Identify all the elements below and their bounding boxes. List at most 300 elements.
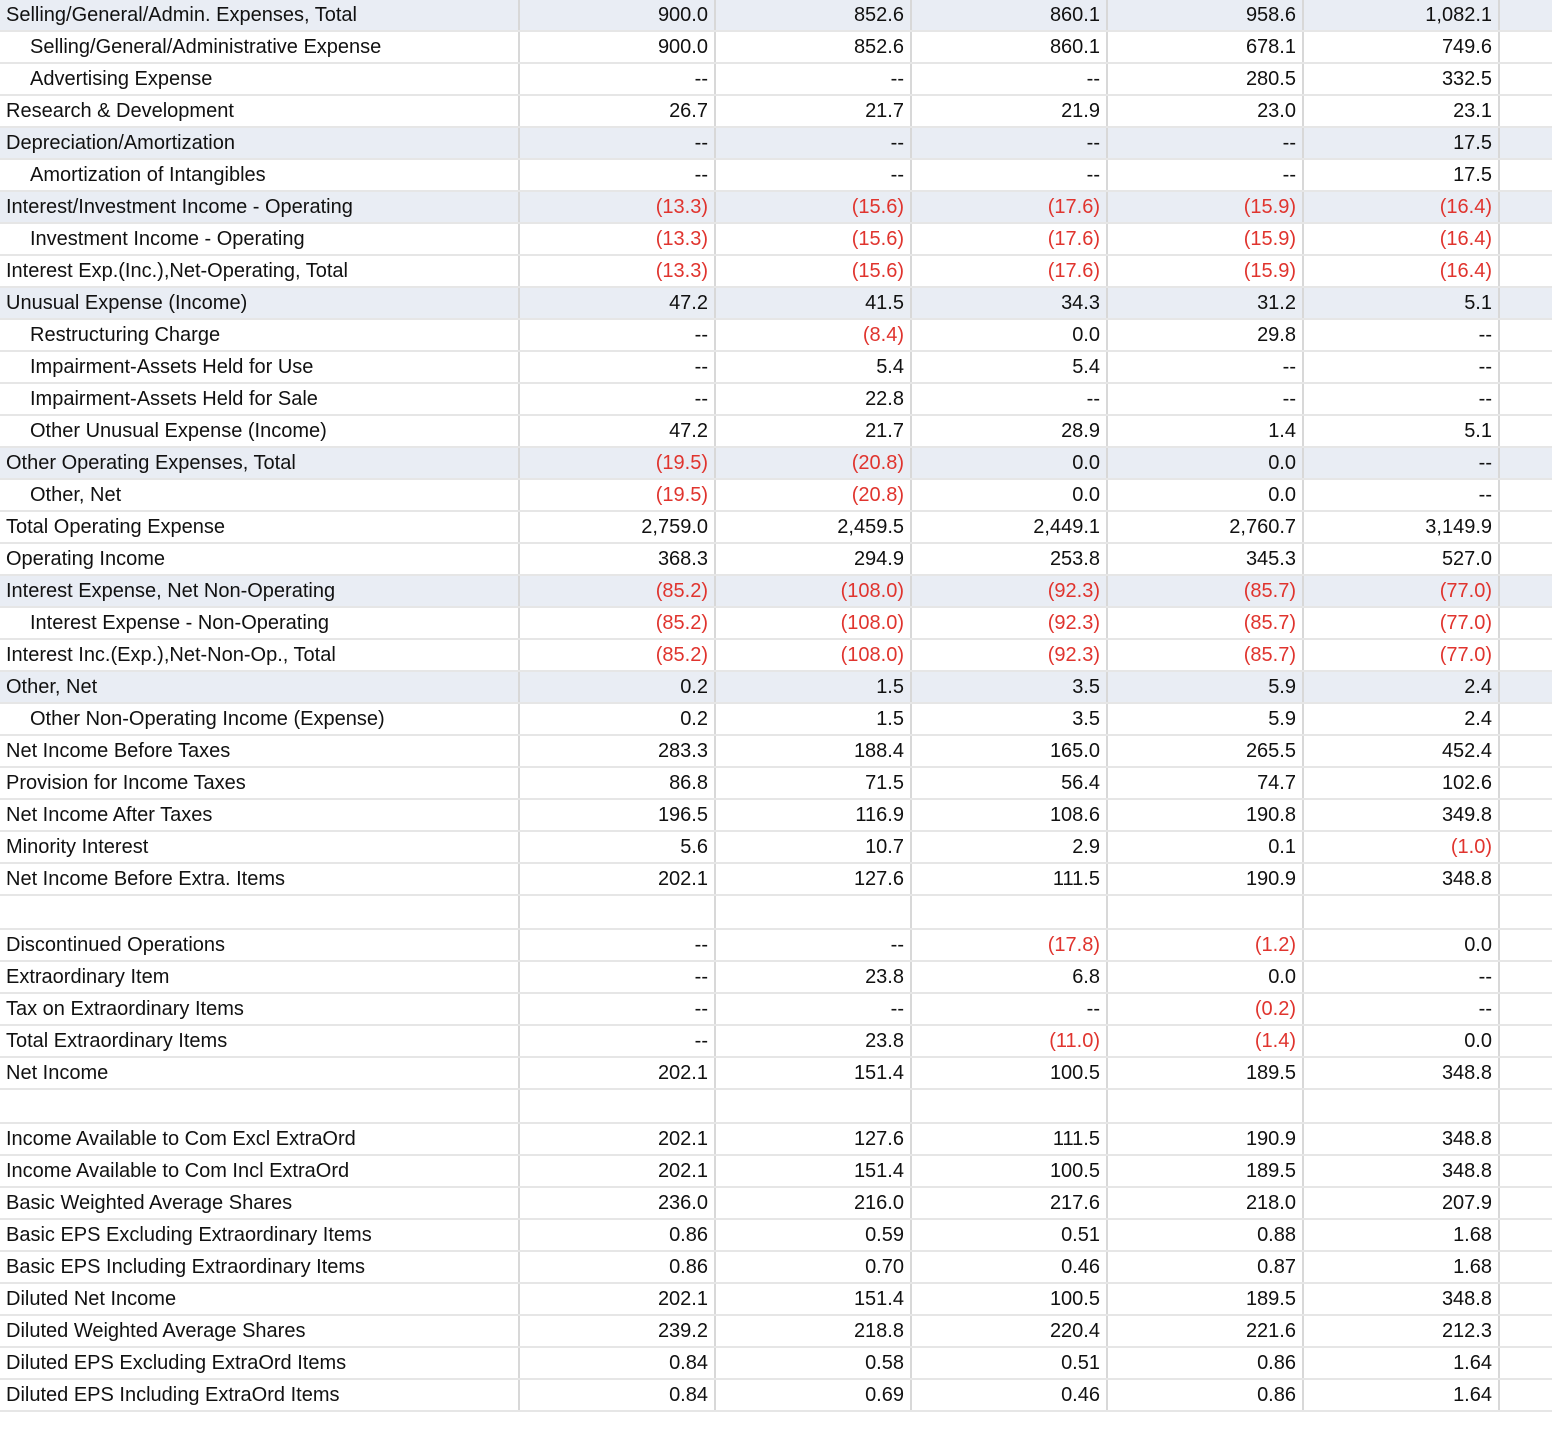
value-cell[interactable]: 0.46 (912, 1380, 1108, 1410)
value-cell[interactable]: -- (1108, 160, 1304, 190)
value-cell[interactable]: (17.6) (912, 224, 1108, 254)
value-cell[interactable]: 527.0 (1304, 544, 1500, 574)
row-label[interactable]: Amortization of Intangibles (0, 160, 520, 190)
value-cell[interactable]: (1.0) (1304, 832, 1500, 862)
empty-cell[interactable] (1500, 224, 1548, 254)
value-cell[interactable]: (13.3) (520, 192, 716, 222)
row-label[interactable]: Operating Income (0, 544, 520, 574)
value-cell[interactable]: 23.8 (716, 962, 912, 992)
value-cell[interactable]: 0.69 (716, 1380, 912, 1410)
value-cell[interactable] (912, 1090, 1108, 1122)
empty-cell[interactable] (1500, 576, 1548, 606)
value-cell[interactable]: 0.86 (1108, 1348, 1304, 1378)
value-cell[interactable]: (85.2) (520, 576, 716, 606)
value-cell[interactable]: (15.6) (716, 192, 912, 222)
value-cell[interactable]: 265.5 (1108, 736, 1304, 766)
row-label[interactable]: Restructuring Charge (0, 320, 520, 350)
empty-cell[interactable] (1500, 608, 1548, 638)
row-label[interactable]: Other Unusual Expense (Income) (0, 416, 520, 446)
value-cell[interactable]: 108.6 (912, 800, 1108, 830)
value-cell[interactable]: 86.8 (520, 768, 716, 798)
value-cell[interactable]: -- (716, 930, 912, 960)
value-cell[interactable]: 22.8 (716, 384, 912, 414)
value-cell[interactable]: (85.7) (1108, 640, 1304, 670)
empty-cell[interactable] (1500, 416, 1548, 446)
value-cell[interactable]: 860.1 (912, 32, 1108, 62)
value-cell[interactable] (1108, 1090, 1304, 1122)
row-label[interactable]: Extraordinary Item (0, 962, 520, 992)
value-cell[interactable]: 47.2 (520, 416, 716, 446)
row-label[interactable]: Diluted Weighted Average Shares (0, 1316, 520, 1346)
value-cell[interactable]: (1.2) (1108, 930, 1304, 960)
value-cell[interactable]: 0.0 (1108, 480, 1304, 510)
value-cell[interactable]: (19.5) (520, 448, 716, 478)
value-cell[interactable]: 280.5 (1108, 64, 1304, 94)
empty-cell[interactable] (1500, 736, 1548, 766)
value-cell[interactable]: 47.2 (520, 288, 716, 318)
value-cell[interactable]: -- (912, 128, 1108, 158)
row-label[interactable]: Depreciation/Amortization (0, 128, 520, 158)
empty-cell[interactable] (1500, 1188, 1548, 1218)
row-label[interactable]: Income Available to Com Incl ExtraOrd (0, 1156, 520, 1186)
value-cell[interactable]: 5.9 (1108, 672, 1304, 702)
value-cell[interactable]: -- (520, 962, 716, 992)
value-cell[interactable]: 2,759.0 (520, 512, 716, 542)
value-cell[interactable]: 218.0 (1108, 1188, 1304, 1218)
empty-cell[interactable] (1500, 288, 1548, 318)
empty-cell[interactable] (1500, 192, 1548, 222)
value-cell[interactable]: 100.5 (912, 1156, 1108, 1186)
row-label[interactable]: Basic EPS Excluding Extraordinary Items (0, 1220, 520, 1250)
row-label[interactable]: Research & Development (0, 96, 520, 126)
value-cell[interactable]: 23.0 (1108, 96, 1304, 126)
value-cell[interactable]: 348.8 (1304, 1284, 1500, 1314)
value-cell[interactable]: (108.0) (716, 576, 912, 606)
value-cell[interactable]: (17.6) (912, 256, 1108, 286)
value-cell[interactable]: 348.8 (1304, 1058, 1500, 1088)
value-cell[interactable]: 21.9 (912, 96, 1108, 126)
value-cell[interactable]: 860.1 (912, 0, 1108, 30)
value-cell[interactable]: 5.1 (1304, 416, 1500, 446)
value-cell[interactable]: 1.5 (716, 704, 912, 734)
value-cell[interactable]: 0.59 (716, 1220, 912, 1250)
value-cell[interactable]: -- (1304, 384, 1500, 414)
value-cell[interactable]: 678.1 (1108, 32, 1304, 62)
value-cell[interactable]: -- (1108, 128, 1304, 158)
value-cell[interactable]: 196.5 (520, 800, 716, 830)
empty-cell[interactable] (1500, 32, 1548, 62)
value-cell[interactable]: 2,449.1 (912, 512, 1108, 542)
empty-cell[interactable] (1500, 544, 1548, 574)
row-label[interactable]: Advertising Expense (0, 64, 520, 94)
value-cell[interactable]: (85.7) (1108, 576, 1304, 606)
row-label[interactable]: Total Extraordinary Items (0, 1026, 520, 1056)
value-cell[interactable]: -- (520, 128, 716, 158)
value-cell[interactable]: 5.4 (912, 352, 1108, 382)
empty-cell[interactable] (1500, 160, 1548, 190)
value-cell[interactable]: -- (520, 352, 716, 382)
value-cell[interactable]: 2,459.5 (716, 512, 912, 542)
value-cell[interactable]: (13.3) (520, 224, 716, 254)
value-cell[interactable]: (77.0) (1304, 640, 1500, 670)
row-label[interactable]: Unusual Expense (Income) (0, 288, 520, 318)
empty-cell[interactable] (1500, 480, 1548, 510)
value-cell[interactable]: 0.0 (1108, 962, 1304, 992)
value-cell[interactable]: 17.5 (1304, 128, 1500, 158)
empty-cell[interactable] (1500, 640, 1548, 670)
empty-cell[interactable] (1500, 1156, 1548, 1186)
empty-cell[interactable] (1500, 832, 1548, 862)
empty-cell[interactable] (1500, 864, 1548, 894)
value-cell[interactable]: 111.5 (912, 864, 1108, 894)
row-label[interactable]: Diluted EPS Including ExtraOrd Items (0, 1380, 520, 1410)
value-cell[interactable]: 852.6 (716, 32, 912, 62)
value-cell[interactable]: 10.7 (716, 832, 912, 862)
value-cell[interactable]: 0.87 (1108, 1252, 1304, 1282)
row-label[interactable]: Discontinued Operations (0, 930, 520, 960)
value-cell[interactable] (1304, 1090, 1500, 1122)
value-cell[interactable]: 190.9 (1108, 1124, 1304, 1154)
value-cell[interactable]: (1.4) (1108, 1026, 1304, 1056)
value-cell[interactable]: -- (1108, 384, 1304, 414)
value-cell[interactable]: 0.51 (912, 1220, 1108, 1250)
row-label[interactable]: Interest Expense - Non-Operating (0, 608, 520, 638)
value-cell[interactable]: (15.6) (716, 256, 912, 286)
value-cell[interactable]: 0.86 (520, 1252, 716, 1282)
value-cell[interactable]: 31.2 (1108, 288, 1304, 318)
value-cell[interactable]: 5.1 (1304, 288, 1500, 318)
value-cell[interactable]: -- (716, 994, 912, 1024)
value-cell[interactable]: 283.3 (520, 736, 716, 766)
value-cell[interactable]: (0.2) (1108, 994, 1304, 1024)
value-cell[interactable]: -- (1304, 480, 1500, 510)
value-cell[interactable]: 217.6 (912, 1188, 1108, 1218)
value-cell[interactable]: 2.9 (912, 832, 1108, 862)
value-cell[interactable]: (17.6) (912, 192, 1108, 222)
value-cell[interactable]: -- (1304, 994, 1500, 1024)
value-cell[interactable]: 202.1 (520, 1058, 716, 1088)
value-cell[interactable]: 0.0 (912, 448, 1108, 478)
value-cell[interactable]: 190.8 (1108, 800, 1304, 830)
value-cell[interactable]: (77.0) (1304, 608, 1500, 638)
value-cell[interactable]: 348.8 (1304, 1156, 1500, 1186)
value-cell[interactable]: 900.0 (520, 0, 716, 30)
value-cell[interactable]: 0.51 (912, 1348, 1108, 1378)
value-cell[interactable]: 189.5 (1108, 1058, 1304, 1088)
row-label[interactable]: Impairment-Assets Held for Use (0, 352, 520, 382)
value-cell[interactable] (1304, 896, 1500, 928)
value-cell[interactable]: -- (1304, 320, 1500, 350)
value-cell[interactable]: 6.8 (912, 962, 1108, 992)
row-label[interactable]: Other, Net (0, 672, 520, 702)
value-cell[interactable] (520, 896, 716, 928)
value-cell[interactable]: (11.0) (912, 1026, 1108, 1056)
value-cell[interactable]: 5.9 (1108, 704, 1304, 734)
empty-cell[interactable] (1500, 1252, 1548, 1282)
empty-cell[interactable] (1500, 1124, 1548, 1154)
empty-cell[interactable] (1500, 672, 1548, 702)
value-cell[interactable]: 26.7 (520, 96, 716, 126)
value-cell[interactable]: 1,082.1 (1304, 0, 1500, 30)
value-cell[interactable]: -- (912, 994, 1108, 1024)
value-cell[interactable]: (19.5) (520, 480, 716, 510)
value-cell[interactable]: 1.4 (1108, 416, 1304, 446)
value-cell[interactable]: 71.5 (716, 768, 912, 798)
row-label[interactable]: Interest Expense, Net Non-Operating (0, 576, 520, 606)
empty-cell[interactable] (1500, 768, 1548, 798)
value-cell[interactable]: 958.6 (1108, 0, 1304, 30)
value-cell[interactable]: -- (520, 384, 716, 414)
value-cell[interactable]: 1.68 (1304, 1252, 1500, 1282)
value-cell[interactable]: -- (1304, 448, 1500, 478)
value-cell[interactable]: (85.2) (520, 608, 716, 638)
row-label[interactable]: Impairment-Assets Held for Sale (0, 384, 520, 414)
value-cell[interactable]: 21.7 (716, 96, 912, 126)
row-label[interactable]: Basic EPS Including Extraordinary Items (0, 1252, 520, 1282)
empty-cell[interactable] (1500, 320, 1548, 350)
value-cell[interactable]: 0.0 (912, 320, 1108, 350)
value-cell[interactable]: (8.4) (716, 320, 912, 350)
value-cell[interactable]: (108.0) (716, 640, 912, 670)
empty-cell[interactable] (1500, 704, 1548, 734)
value-cell[interactable]: 0.1 (1108, 832, 1304, 862)
value-cell[interactable]: 23.8 (716, 1026, 912, 1056)
value-cell[interactable] (716, 896, 912, 928)
row-label[interactable]: Provision for Income Taxes (0, 768, 520, 798)
value-cell[interactable]: -- (912, 64, 1108, 94)
value-cell[interactable]: (13.3) (520, 256, 716, 286)
empty-cell[interactable] (1500, 1090, 1548, 1122)
value-cell[interactable]: 100.5 (912, 1058, 1108, 1088)
value-cell[interactable]: 188.4 (716, 736, 912, 766)
value-cell[interactable]: -- (520, 320, 716, 350)
value-cell[interactable]: 0.86 (520, 1220, 716, 1250)
value-cell[interactable]: (92.3) (912, 576, 1108, 606)
empty-cell[interactable] (1500, 256, 1548, 286)
value-cell[interactable]: 0.70 (716, 1252, 912, 1282)
value-cell[interactable]: 189.5 (1108, 1156, 1304, 1186)
row-label[interactable]: Interest Exp.(Inc.),Net-Operating, Total (0, 256, 520, 286)
value-cell[interactable]: -- (716, 64, 912, 94)
value-cell[interactable]: 368.3 (520, 544, 716, 574)
value-cell[interactable]: (85.7) (1108, 608, 1304, 638)
value-cell[interactable]: 207.9 (1304, 1188, 1500, 1218)
row-label[interactable]: Selling/General/Administrative Expense (0, 32, 520, 62)
value-cell[interactable]: 348.8 (1304, 864, 1500, 894)
row-label[interactable]: Net Income Before Taxes (0, 736, 520, 766)
value-cell[interactable]: 0.86 (1108, 1380, 1304, 1410)
value-cell[interactable]: 236.0 (520, 1188, 716, 1218)
value-cell[interactable]: 332.5 (1304, 64, 1500, 94)
value-cell[interactable]: -- (520, 930, 716, 960)
row-label[interactable]: Tax on Extraordinary Items (0, 994, 520, 1024)
value-cell[interactable]: 0.2 (520, 672, 716, 702)
row-label[interactable]: Selling/General/Admin. Expenses, Total (0, 0, 520, 30)
value-cell[interactable]: 102.6 (1304, 768, 1500, 798)
value-cell[interactable]: (108.0) (716, 608, 912, 638)
value-cell[interactable]: -- (520, 1026, 716, 1056)
value-cell[interactable]: 3.5 (912, 672, 1108, 702)
value-cell[interactable]: 202.1 (520, 1124, 716, 1154)
empty-cell[interactable] (1500, 930, 1548, 960)
value-cell[interactable] (716, 1090, 912, 1122)
value-cell[interactable]: (85.2) (520, 640, 716, 670)
empty-cell[interactable] (1500, 1348, 1548, 1378)
value-cell[interactable]: 0.0 (1108, 448, 1304, 478)
value-cell[interactable]: (16.4) (1304, 224, 1500, 254)
row-label[interactable]: Net Income Before Extra. Items (0, 864, 520, 894)
row-label[interactable]: Interest/Investment Income - Operating (0, 192, 520, 222)
value-cell[interactable]: 29.8 (1108, 320, 1304, 350)
row-label[interactable]: Diluted EPS Excluding ExtraOrd Items (0, 1348, 520, 1378)
value-cell[interactable]: 34.3 (912, 288, 1108, 318)
row-label[interactable]: Diluted Net Income (0, 1284, 520, 1314)
value-cell[interactable]: 151.4 (716, 1284, 912, 1314)
value-cell[interactable]: 5.6 (520, 832, 716, 862)
value-cell[interactable]: -- (520, 64, 716, 94)
value-cell[interactable]: -- (520, 994, 716, 1024)
value-cell[interactable]: 127.6 (716, 864, 912, 894)
value-cell[interactable]: 116.9 (716, 800, 912, 830)
value-cell[interactable]: 0.0 (912, 480, 1108, 510)
value-cell[interactable]: 1.64 (1304, 1348, 1500, 1378)
value-cell[interactable] (1108, 896, 1304, 928)
value-cell[interactable]: (16.4) (1304, 256, 1500, 286)
empty-cell[interactable] (1500, 96, 1548, 126)
value-cell[interactable]: 28.9 (912, 416, 1108, 446)
value-cell[interactable]: 900.0 (520, 32, 716, 62)
value-cell[interactable]: 111.5 (912, 1124, 1108, 1154)
row-label[interactable]: Other, Net (0, 480, 520, 510)
value-cell[interactable]: 1.5 (716, 672, 912, 702)
value-cell[interactable]: 23.1 (1304, 96, 1500, 126)
value-cell[interactable]: 189.5 (1108, 1284, 1304, 1314)
value-cell[interactable]: 1.68 (1304, 1220, 1500, 1250)
row-label[interactable]: Minority Interest (0, 832, 520, 862)
value-cell[interactable]: 0.0 (1304, 1026, 1500, 1056)
value-cell[interactable]: 220.4 (912, 1316, 1108, 1346)
value-cell[interactable]: 0.0 (1304, 930, 1500, 960)
empty-cell[interactable] (1500, 1316, 1548, 1346)
empty-cell[interactable] (1500, 0, 1548, 30)
row-label[interactable]: Other Operating Expenses, Total (0, 448, 520, 478)
value-cell[interactable]: (15.6) (716, 224, 912, 254)
value-cell[interactable]: 41.5 (716, 288, 912, 318)
empty-cell[interactable] (1500, 128, 1548, 158)
empty-cell[interactable] (1500, 1284, 1548, 1314)
empty-cell[interactable] (1500, 1026, 1548, 1056)
value-cell[interactable]: 0.46 (912, 1252, 1108, 1282)
value-cell[interactable]: (77.0) (1304, 576, 1500, 606)
value-cell[interactable]: 212.3 (1304, 1316, 1500, 1346)
value-cell[interactable]: -- (1304, 352, 1500, 382)
row-label[interactable]: Other Non-Operating Income (Expense) (0, 704, 520, 734)
row-label[interactable]: Net Income After Taxes (0, 800, 520, 830)
value-cell[interactable]: 5.4 (716, 352, 912, 382)
empty-cell[interactable] (1500, 1380, 1548, 1410)
value-cell[interactable]: 202.1 (520, 864, 716, 894)
value-cell[interactable]: (15.9) (1108, 224, 1304, 254)
value-cell[interactable]: 17.5 (1304, 160, 1500, 190)
value-cell[interactable]: 21.7 (716, 416, 912, 446)
row-label[interactable]: Interest Inc.(Exp.),Net-Non-Op., Total (0, 640, 520, 670)
value-cell[interactable]: (16.4) (1304, 192, 1500, 222)
value-cell[interactable]: 2.4 (1304, 704, 1500, 734)
value-cell[interactable]: 56.4 (912, 768, 1108, 798)
value-cell[interactable]: 0.84 (520, 1380, 716, 1410)
value-cell[interactable]: 100.5 (912, 1284, 1108, 1314)
value-cell[interactable]: 0.88 (1108, 1220, 1304, 1250)
value-cell[interactable]: 253.8 (912, 544, 1108, 574)
value-cell[interactable]: 345.3 (1108, 544, 1304, 574)
value-cell[interactable]: 2.4 (1304, 672, 1500, 702)
value-cell[interactable]: 294.9 (716, 544, 912, 574)
empty-cell[interactable] (1500, 896, 1548, 928)
value-cell[interactable]: -- (912, 384, 1108, 414)
empty-cell[interactable] (1500, 994, 1548, 1024)
value-cell[interactable]: (92.3) (912, 608, 1108, 638)
value-cell[interactable]: 349.8 (1304, 800, 1500, 830)
row-label[interactable] (0, 1090, 520, 1122)
value-cell[interactable]: 216.0 (716, 1188, 912, 1218)
row-label[interactable] (0, 896, 520, 928)
value-cell[interactable]: -- (520, 160, 716, 190)
value-cell[interactable]: -- (716, 160, 912, 190)
value-cell[interactable]: 165.0 (912, 736, 1108, 766)
empty-cell[interactable] (1500, 962, 1548, 992)
value-cell[interactable]: 0.2 (520, 704, 716, 734)
value-cell[interactable]: -- (1304, 962, 1500, 992)
value-cell[interactable]: (17.8) (912, 930, 1108, 960)
row-label[interactable]: Income Available to Com Excl ExtraOrd (0, 1124, 520, 1154)
value-cell[interactable] (520, 1090, 716, 1122)
value-cell[interactable]: 2,760.7 (1108, 512, 1304, 542)
value-cell[interactable]: 202.1 (520, 1156, 716, 1186)
value-cell[interactable]: (15.9) (1108, 192, 1304, 222)
empty-cell[interactable] (1500, 512, 1548, 542)
value-cell[interactable]: 74.7 (1108, 768, 1304, 798)
value-cell[interactable]: (20.8) (716, 448, 912, 478)
value-cell[interactable]: 151.4 (716, 1156, 912, 1186)
value-cell[interactable]: 221.6 (1108, 1316, 1304, 1346)
row-label[interactable]: Basic Weighted Average Shares (0, 1188, 520, 1218)
empty-cell[interactable] (1500, 352, 1548, 382)
value-cell[interactable]: 749.6 (1304, 32, 1500, 62)
value-cell[interactable]: 3.5 (912, 704, 1108, 734)
value-cell[interactable]: 3,149.9 (1304, 512, 1500, 542)
value-cell[interactable]: 190.9 (1108, 864, 1304, 894)
value-cell[interactable]: 852.6 (716, 0, 912, 30)
value-cell[interactable]: 218.8 (716, 1316, 912, 1346)
row-label[interactable]: Total Operating Expense (0, 512, 520, 542)
empty-cell[interactable] (1500, 64, 1548, 94)
row-label[interactable]: Net Income (0, 1058, 520, 1088)
empty-cell[interactable] (1500, 1058, 1548, 1088)
empty-cell[interactable] (1500, 384, 1548, 414)
value-cell[interactable]: 151.4 (716, 1058, 912, 1088)
value-cell[interactable]: (15.9) (1108, 256, 1304, 286)
value-cell[interactable]: (20.8) (716, 480, 912, 510)
value-cell[interactable] (912, 896, 1108, 928)
value-cell[interactable]: 202.1 (520, 1284, 716, 1314)
empty-cell[interactable] (1500, 800, 1548, 830)
value-cell[interactable]: -- (1108, 352, 1304, 382)
value-cell[interactable]: 0.58 (716, 1348, 912, 1378)
value-cell[interactable]: 239.2 (520, 1316, 716, 1346)
empty-cell[interactable] (1500, 448, 1548, 478)
value-cell[interactable]: 452.4 (1304, 736, 1500, 766)
empty-cell[interactable] (1500, 1220, 1548, 1250)
